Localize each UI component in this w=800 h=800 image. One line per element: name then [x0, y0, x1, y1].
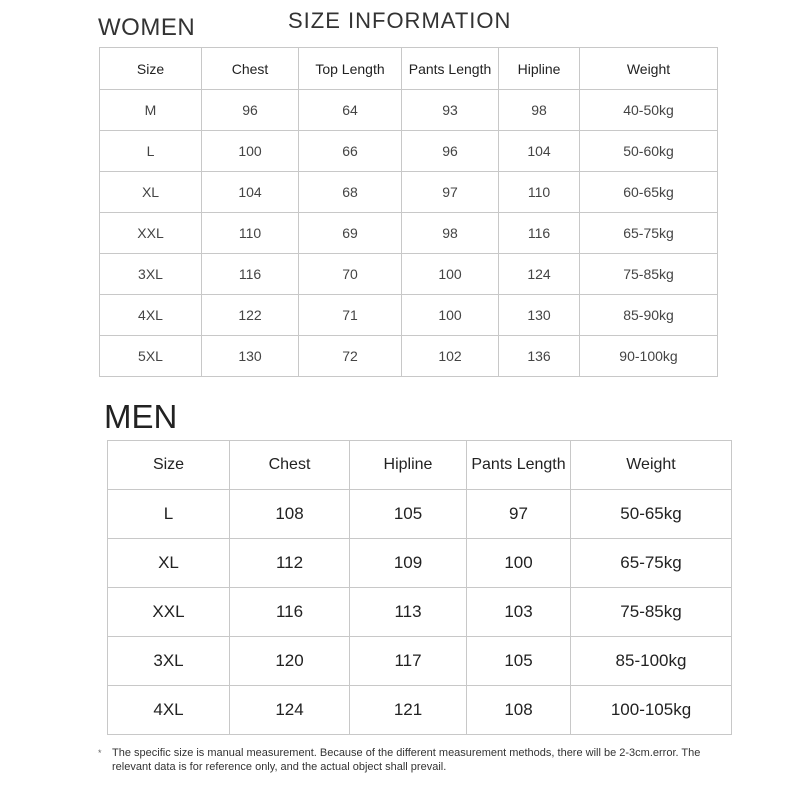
men-header-cell: Size	[108, 441, 230, 490]
men-table-cell: L	[108, 490, 230, 539]
women-table-cell: 130	[499, 295, 580, 336]
women-table-row	[100, 172, 718, 213]
women-table-cell: 4XL	[100, 295, 202, 336]
women-header-cell: Size	[100, 48, 202, 90]
men-table-cell: 112	[230, 539, 350, 588]
women-table-cell: 85-90kg	[580, 295, 718, 336]
women-table-cell: 116	[202, 254, 299, 295]
men-table-cell: 109	[350, 539, 467, 588]
women-table-cell: 122	[202, 295, 299, 336]
women-table-cell: 98	[499, 90, 580, 131]
men-table-row	[108, 637, 732, 686]
women-table-cell: 96	[402, 131, 499, 172]
women-table-cell: 50-60kg	[580, 131, 718, 172]
men-table-cell: 120	[230, 637, 350, 686]
men-table-cell: 103	[467, 588, 571, 637]
women-table-cell: 68	[299, 172, 402, 213]
women-table-row	[100, 131, 718, 172]
women-table-cell: 72	[299, 336, 402, 377]
women-header-cell: Pants Length	[402, 48, 499, 90]
women-table-cell: 70	[299, 254, 402, 295]
women-table-cell: 116	[499, 213, 580, 254]
women-table-cell: 100	[402, 254, 499, 295]
women-table-row	[100, 336, 718, 377]
women-table-cell: 100	[202, 131, 299, 172]
men-table-cell: 113	[350, 588, 467, 637]
men-table-cell: 4XL	[108, 686, 230, 735]
women-table-cell: 5XL	[100, 336, 202, 377]
men-table-cell: 105	[467, 637, 571, 686]
footnote-text: The specific size is manual measurement. Because of the different measurement methods, there will be 2-3cm.error. The relevant data is for reference only, and the actual object shall prevail.	[112, 747, 701, 773]
men-table-cell: 108	[230, 490, 350, 539]
women-table-cell: 100	[402, 295, 499, 336]
women-table-cell: 40-50kg	[580, 90, 718, 131]
women-table-row	[100, 213, 718, 254]
men-table-cell: 85-100kg	[571, 637, 732, 686]
women-header-cell: Top Length	[299, 48, 402, 90]
men-table-cell: 75-85kg	[571, 588, 732, 637]
men-table-row	[108, 490, 732, 539]
men-table-cell: 124	[230, 686, 350, 735]
men-table-row	[108, 539, 732, 588]
women-table-cell: 96	[202, 90, 299, 131]
women-table-cell: 3XL	[100, 254, 202, 295]
women-table-row	[100, 295, 718, 336]
men-table-cell: XXL	[108, 588, 230, 637]
women-table-cell: XXL	[100, 213, 202, 254]
men-header-cell: Pants Length	[467, 441, 571, 490]
men-table-row	[108, 588, 732, 637]
women-header-cell: Chest	[202, 48, 299, 90]
women-table-cell: 65-75kg	[580, 213, 718, 254]
men-table-cell: 97	[467, 490, 571, 539]
women-table-cell: 102	[402, 336, 499, 377]
women-table-row	[100, 254, 718, 295]
men-table-cell: 105	[350, 490, 467, 539]
women-table-cell: 75-85kg	[580, 254, 718, 295]
men-table-cell: 121	[350, 686, 467, 735]
men-header-row	[108, 441, 732, 490]
men-table-cell: 50-65kg	[571, 490, 732, 539]
women-table-cell: 98	[402, 213, 499, 254]
women-table-cell: 110	[499, 172, 580, 213]
women-table-cell: 110	[202, 213, 299, 254]
men-table-cell: 117	[350, 637, 467, 686]
women-table-cell: M	[100, 90, 202, 131]
women-header-row	[100, 48, 718, 90]
women-table-cell: 71	[299, 295, 402, 336]
women-table-cell: 104	[499, 131, 580, 172]
men-section-title: MEN	[104, 398, 178, 435]
women-size-table	[99, 47, 718, 377]
women-header-cell: Hipline	[499, 48, 580, 90]
men-header-cell: Weight	[571, 441, 732, 490]
women-header-cell: Weight	[580, 48, 718, 90]
women-table-cell: L	[100, 131, 202, 172]
men-header-cell: Chest	[230, 441, 350, 490]
women-table-cell: 136	[499, 336, 580, 377]
women-table-cell: XL	[100, 172, 202, 213]
men-table-cell: 3XL	[108, 637, 230, 686]
men-header-cell: Hipline	[350, 441, 467, 490]
women-table-row	[100, 90, 718, 131]
men-table-cell: 100-105kg	[571, 686, 732, 735]
women-table-cell: 104	[202, 172, 299, 213]
women-table-cell: 93	[402, 90, 499, 131]
women-table-cell: 130	[202, 336, 299, 377]
women-table-cell: 69	[299, 213, 402, 254]
men-table-cell: 100	[467, 539, 571, 588]
women-table-cell: 90-100kg	[580, 336, 718, 377]
women-table-cell: 124	[499, 254, 580, 295]
men-table-cell: XL	[108, 539, 230, 588]
page-title: SIZE INFORMATION	[288, 8, 512, 33]
men-size-table	[107, 440, 732, 735]
women-table-cell: 64	[299, 90, 402, 131]
women-section-title: WOMEN	[98, 14, 196, 41]
women-table-cell: 60-65kg	[580, 172, 718, 213]
footnote-bullet: *	[98, 748, 102, 758]
women-table-cell: 66	[299, 131, 402, 172]
men-table-row	[108, 686, 732, 735]
men-table-cell: 116	[230, 588, 350, 637]
women-table-cell: 97	[402, 172, 499, 213]
men-table-cell: 65-75kg	[571, 539, 732, 588]
men-table-cell: 108	[467, 686, 571, 735]
